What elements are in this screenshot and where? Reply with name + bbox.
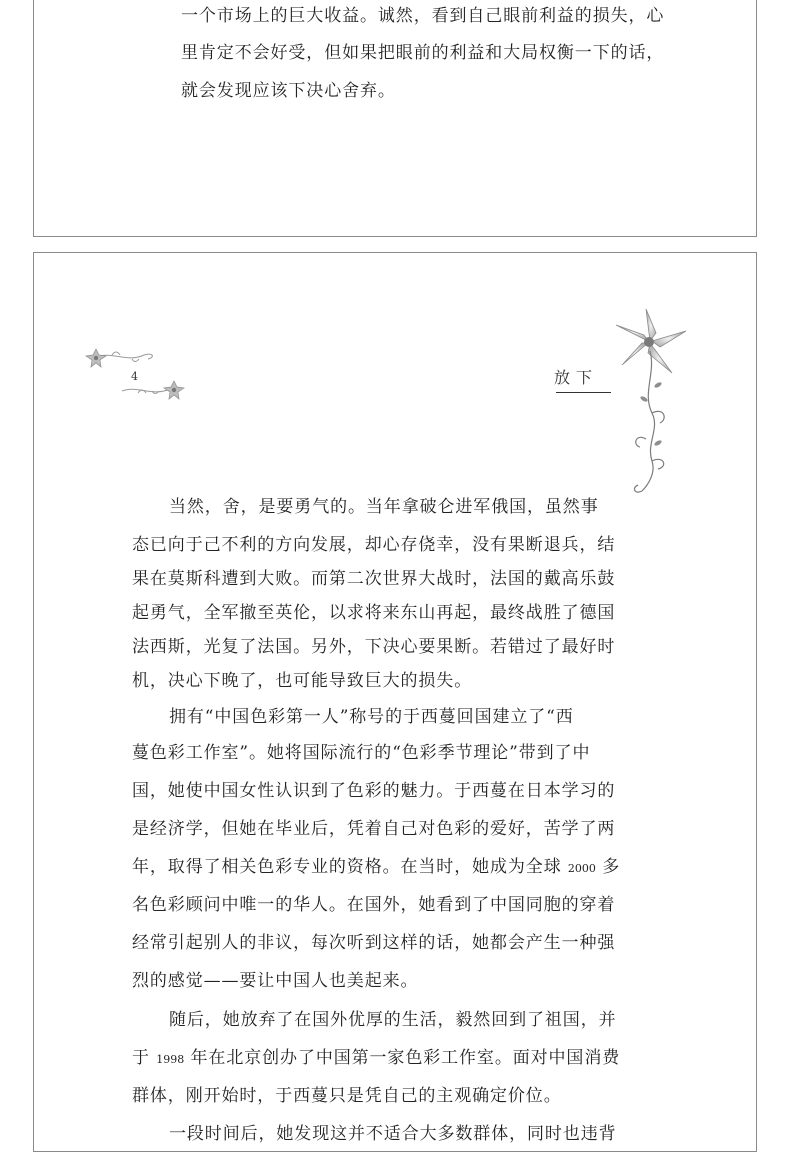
flower-vine-icon — [612, 303, 692, 503]
text-line: 果在莫斯科遭到大败。而第二次世界大战时，法国的戴高乐鼓 — [132, 569, 616, 589]
text-line: 名色彩顾问中唯一的华人。在国外，她看到了中国同胞的穿着 — [132, 895, 616, 915]
text-line: 经常引起别人的非议，每次听到这样的话，她都会产生一种强 — [132, 933, 616, 953]
text-line: 当然，舍，是要勇气的。当年拿破仑进军俄国，虽然事 — [169, 497, 599, 517]
text-line: 是经济学，但她在毕业后，凭着自己对色彩的爱好，苦学了两 — [132, 819, 616, 839]
text-line: 群体，刚开始时，于西蔓只是凭自己的主观确定价位。 — [132, 1086, 562, 1106]
number-text: 1998 — [156, 1053, 185, 1066]
previous-page — [33, 0, 757, 237]
text-line: 蔓色彩工作室”。她将国际流行的“色彩季节理论”带到了中 — [132, 743, 591, 763]
text-line: 法西斯，光复了法国。另外，下决心要果断。若错过了最好时 — [132, 637, 616, 657]
number-text: 2000 — [567, 862, 596, 875]
text-line: 态已向于己不利的方向发展，却心存侥幸，没有果断退兵，结 — [132, 535, 616, 555]
text-segment: 年，取得了相关色彩专业的资格。在当时，她成为全球 — [132, 857, 568, 877]
text-segment: 多 — [595, 857, 621, 877]
page-number: 4 — [131, 370, 138, 383]
chapter-title: 放下 — [554, 368, 599, 387]
text-line: 起勇气，全军撤至英伦，以求将来东山再起，最终战胜了德国 — [132, 603, 616, 623]
text-line: 一段时间后，她发现这并不适合大多数群体，同时也违背 — [169, 1124, 617, 1144]
text-line: 烈的感觉——要让中国人也美起来。 — [132, 971, 419, 991]
book-page — [33, 252, 757, 1152]
text-line: 随后，她放弃了在国外优厚的生活，毅然回到了祖国，并 — [169, 1010, 617, 1030]
text-line — [132, 1046, 620, 1072]
text-line — [132, 855, 620, 881]
text-line: 一个市场上的巨大收益。诚然，看到自己眼前利益的损失，心 — [181, 6, 665, 26]
text-line: 国，她使中国女性认识到了色彩的魅力。于西蔓在日本学习的 — [132, 781, 616, 801]
text-segment: 年在北京创办了中国第一家色彩工作室。面对中国消费 — [184, 1048, 621, 1068]
title-underline — [556, 392, 611, 393]
text-line: 里肯定不会好受，但如果把眼前的利益和大局权衡一下的话， — [181, 43, 665, 63]
text-segment: 于 — [132, 1048, 157, 1068]
text-line: 就会发现应该下决心舍弃。 — [181, 81, 396, 101]
text-line: 机，决心下晚了，也可能导致巨大的损失。 — [132, 671, 473, 691]
text-line: 拥有“中国色彩第一人”称号的于西蔓回国建立了“西 — [169, 707, 574, 727]
